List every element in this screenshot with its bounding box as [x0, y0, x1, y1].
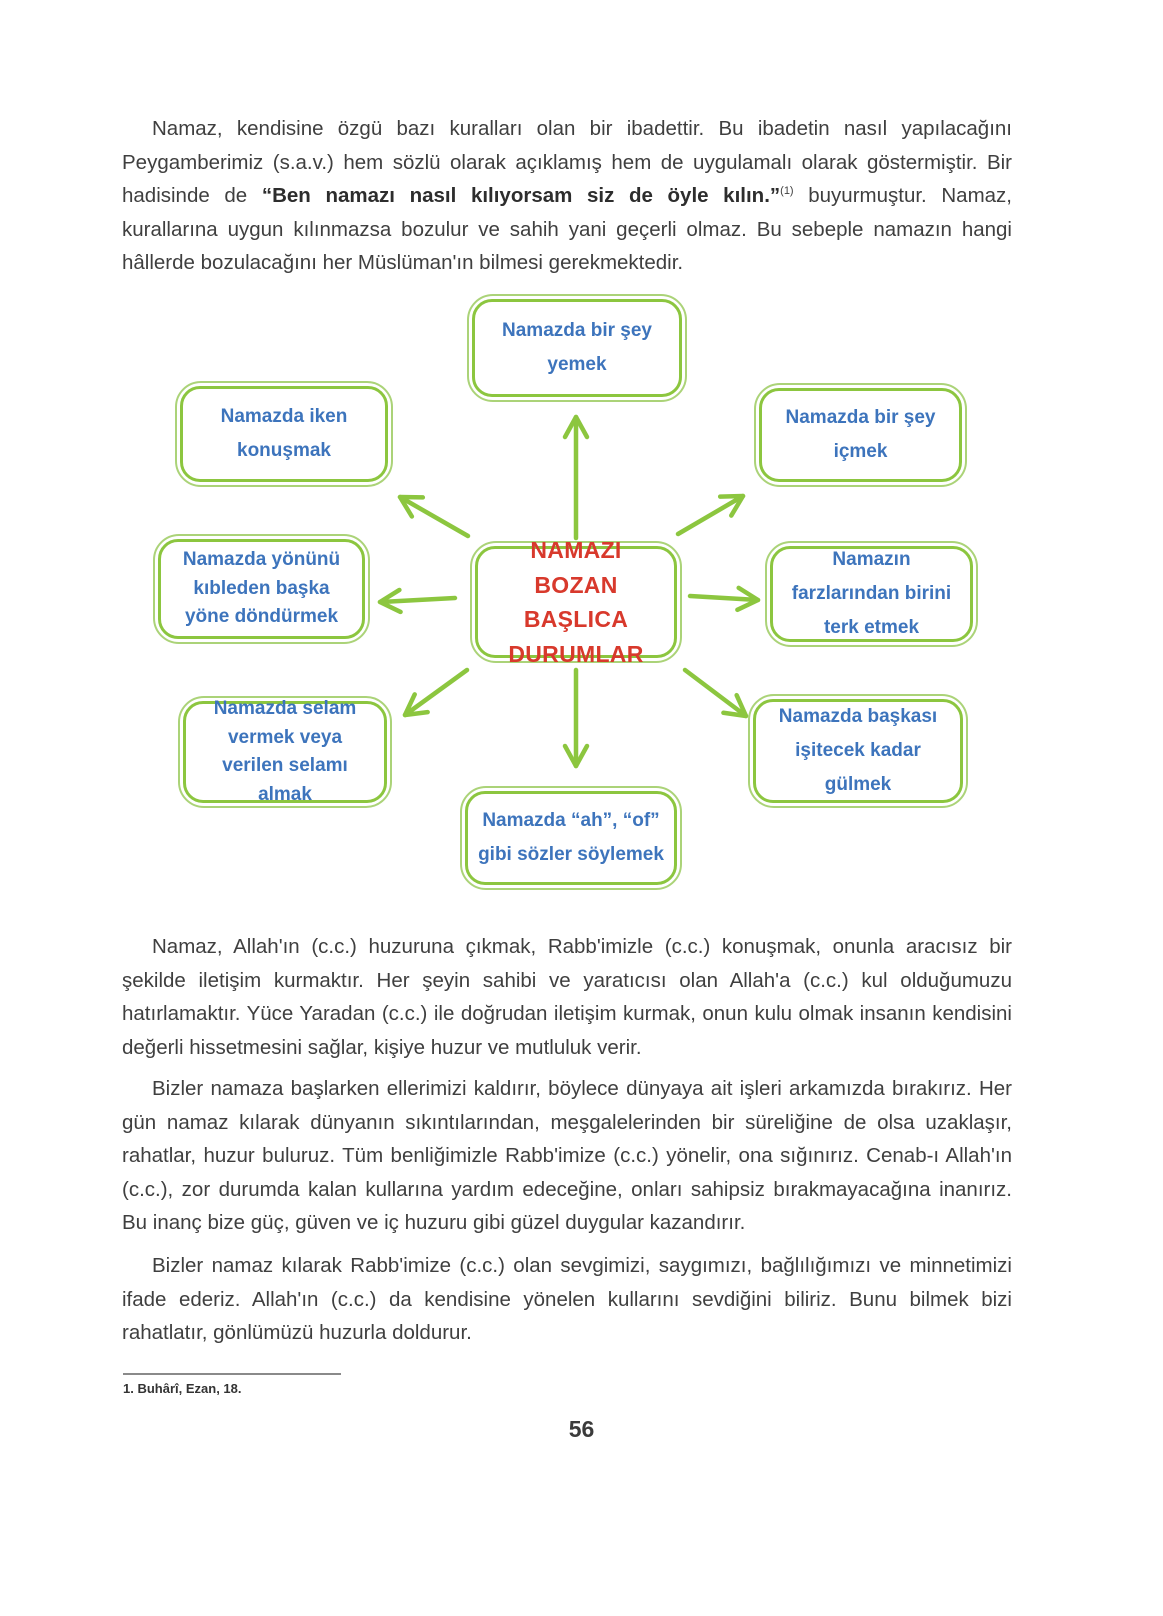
diagram-node-label: Namazda “ah”, “of” gibi sözler söylemek	[465, 791, 677, 885]
arrow-up-right	[678, 496, 743, 534]
paragraph-3: Bizler namaza başlarken ellerimizi kaldırır, böylece dünyaya ait işleri arkamızda bırakırız. Her gün namaz kılarak dünyanın sıkıntılarından, meşgalelerinden bir süreliğine de olsa uzaklaşır, rahatlar, huzur buluruz. Tüm benliğimizle Rabb'imize (c.c.) yönelir, ona sığınırız. Cenab-ı Allah'ın (c.c.), zor durumda kalan kullarına yardım edeceğine, onları sahipsiz bırakmayacağına inanırız. Bu inanç bize güç, güven ve iç huzuru gibi güzel duygular kazandırır.	[122, 1077, 1012, 1234]
page-number: 56	[568, 1416, 595, 1442]
arrow-down-left	[405, 670, 467, 715]
footnote-reference-1: (1)	[780, 185, 794, 198]
diagram-node-greeting	[178, 696, 392, 808]
diagram-node-label: Namazda yönünü kıbleden başka yöne döndürmek	[158, 539, 365, 639]
paragraph-2: Namaz, Allah'ın (c.c.) huzuruna çıkmak, Rabb'imizle (c.c.) konuşmak, onunla aracısız bir şekilde iletişim kurmaktır. Her şeyin sahibi ve yaratıcısı olan Allah'a (c.c.) kul olduğumuzu hatırlamaktır. Yüce Yaradan (c.c.) ile doğrudan iletişim kurmak, onun kulu olmak insanın kendisini değerli hissetmesini sağlar, kişiye huzur ve mutluluk verir.	[122, 935, 1012, 1059]
paragraph-4: Bizler namaz kılarak Rabb'imize (c.c.) olan sevgimizi, saygımızı, bağlılığımızı ve minnetimizi ifade ederiz. Allah'ın (c.c.) da kendisine yönelen kullarını sevdiğini biliriz. Bunu bilmek bizi rahatlatır, gönlümüzü huzurla doldurur.	[122, 1254, 1012, 1344]
paragraph-1	[122, 112, 1012, 280]
footnote-citation: 1. Buhârî, Ezan, 18.	[123, 1381, 242, 1396]
diagram-node-label: Namazda bir şey yemek	[472, 299, 682, 397]
diagram-node-label: Namazda selam vermek veya verilen selamı almak	[183, 701, 387, 803]
diagram-node-laughing	[748, 694, 968, 808]
arrow-right	[690, 596, 758, 600]
arrow-left	[380, 598, 455, 602]
diagram-node-talking	[175, 381, 393, 487]
footnote-divider	[123, 1373, 341, 1375]
paragraph-1-text-a: Namaz, kendisine özgü bazı kuralları olan bir ibadettir. Bu ibadetin nasıl yapılacağını Peygamberimiz (s.a.v.) hem sözlü olarak açıklamış hem de uygulamalı olarak göstermiştir. Bir hadisinde de	[122, 117, 1012, 207]
diagram-node-abandoning-fard	[765, 541, 978, 647]
diagram-node-turning-from-qibla	[153, 534, 370, 644]
arrow-down-right	[685, 670, 746, 716]
diagram-node-label: Namazın farzlarından birini terk etmek	[770, 546, 973, 642]
prayer-invalidators-diagram	[0, 285, 1163, 895]
diagram-node-label: Namazda bir şey içmek	[759, 388, 962, 482]
diagram-node-label: Namazda iken konuşmak	[180, 386, 388, 482]
diagram-center-label: NAMAZI BOZAN BAŞLICA DURUMLAR	[475, 546, 677, 658]
diagram-node-label: Namazda başkası işitecek kadar gülmek	[753, 699, 963, 803]
paragraph-1-text-b: buyurmuştur. Namaz, kurallarına uygun kılınmazsa bozulur ve sahih yani geçerli olmaz. Bu sebeple namazın hangi hâllerde bozulacağını her Müslüman'ın bilmesi gerekmektedir.	[122, 184, 1013, 274]
diagram-center-node	[470, 537, 682, 667]
diagram-node-drinking	[754, 383, 967, 487]
diagram-node-saying-ah-of	[460, 786, 682, 890]
diagram-node-eating	[467, 294, 687, 402]
hadith-quote-bold: “Ben namazı nasıl kılıyorsam siz de öyle kılın.”	[261, 184, 781, 207]
arrow-up-left	[400, 497, 468, 536]
